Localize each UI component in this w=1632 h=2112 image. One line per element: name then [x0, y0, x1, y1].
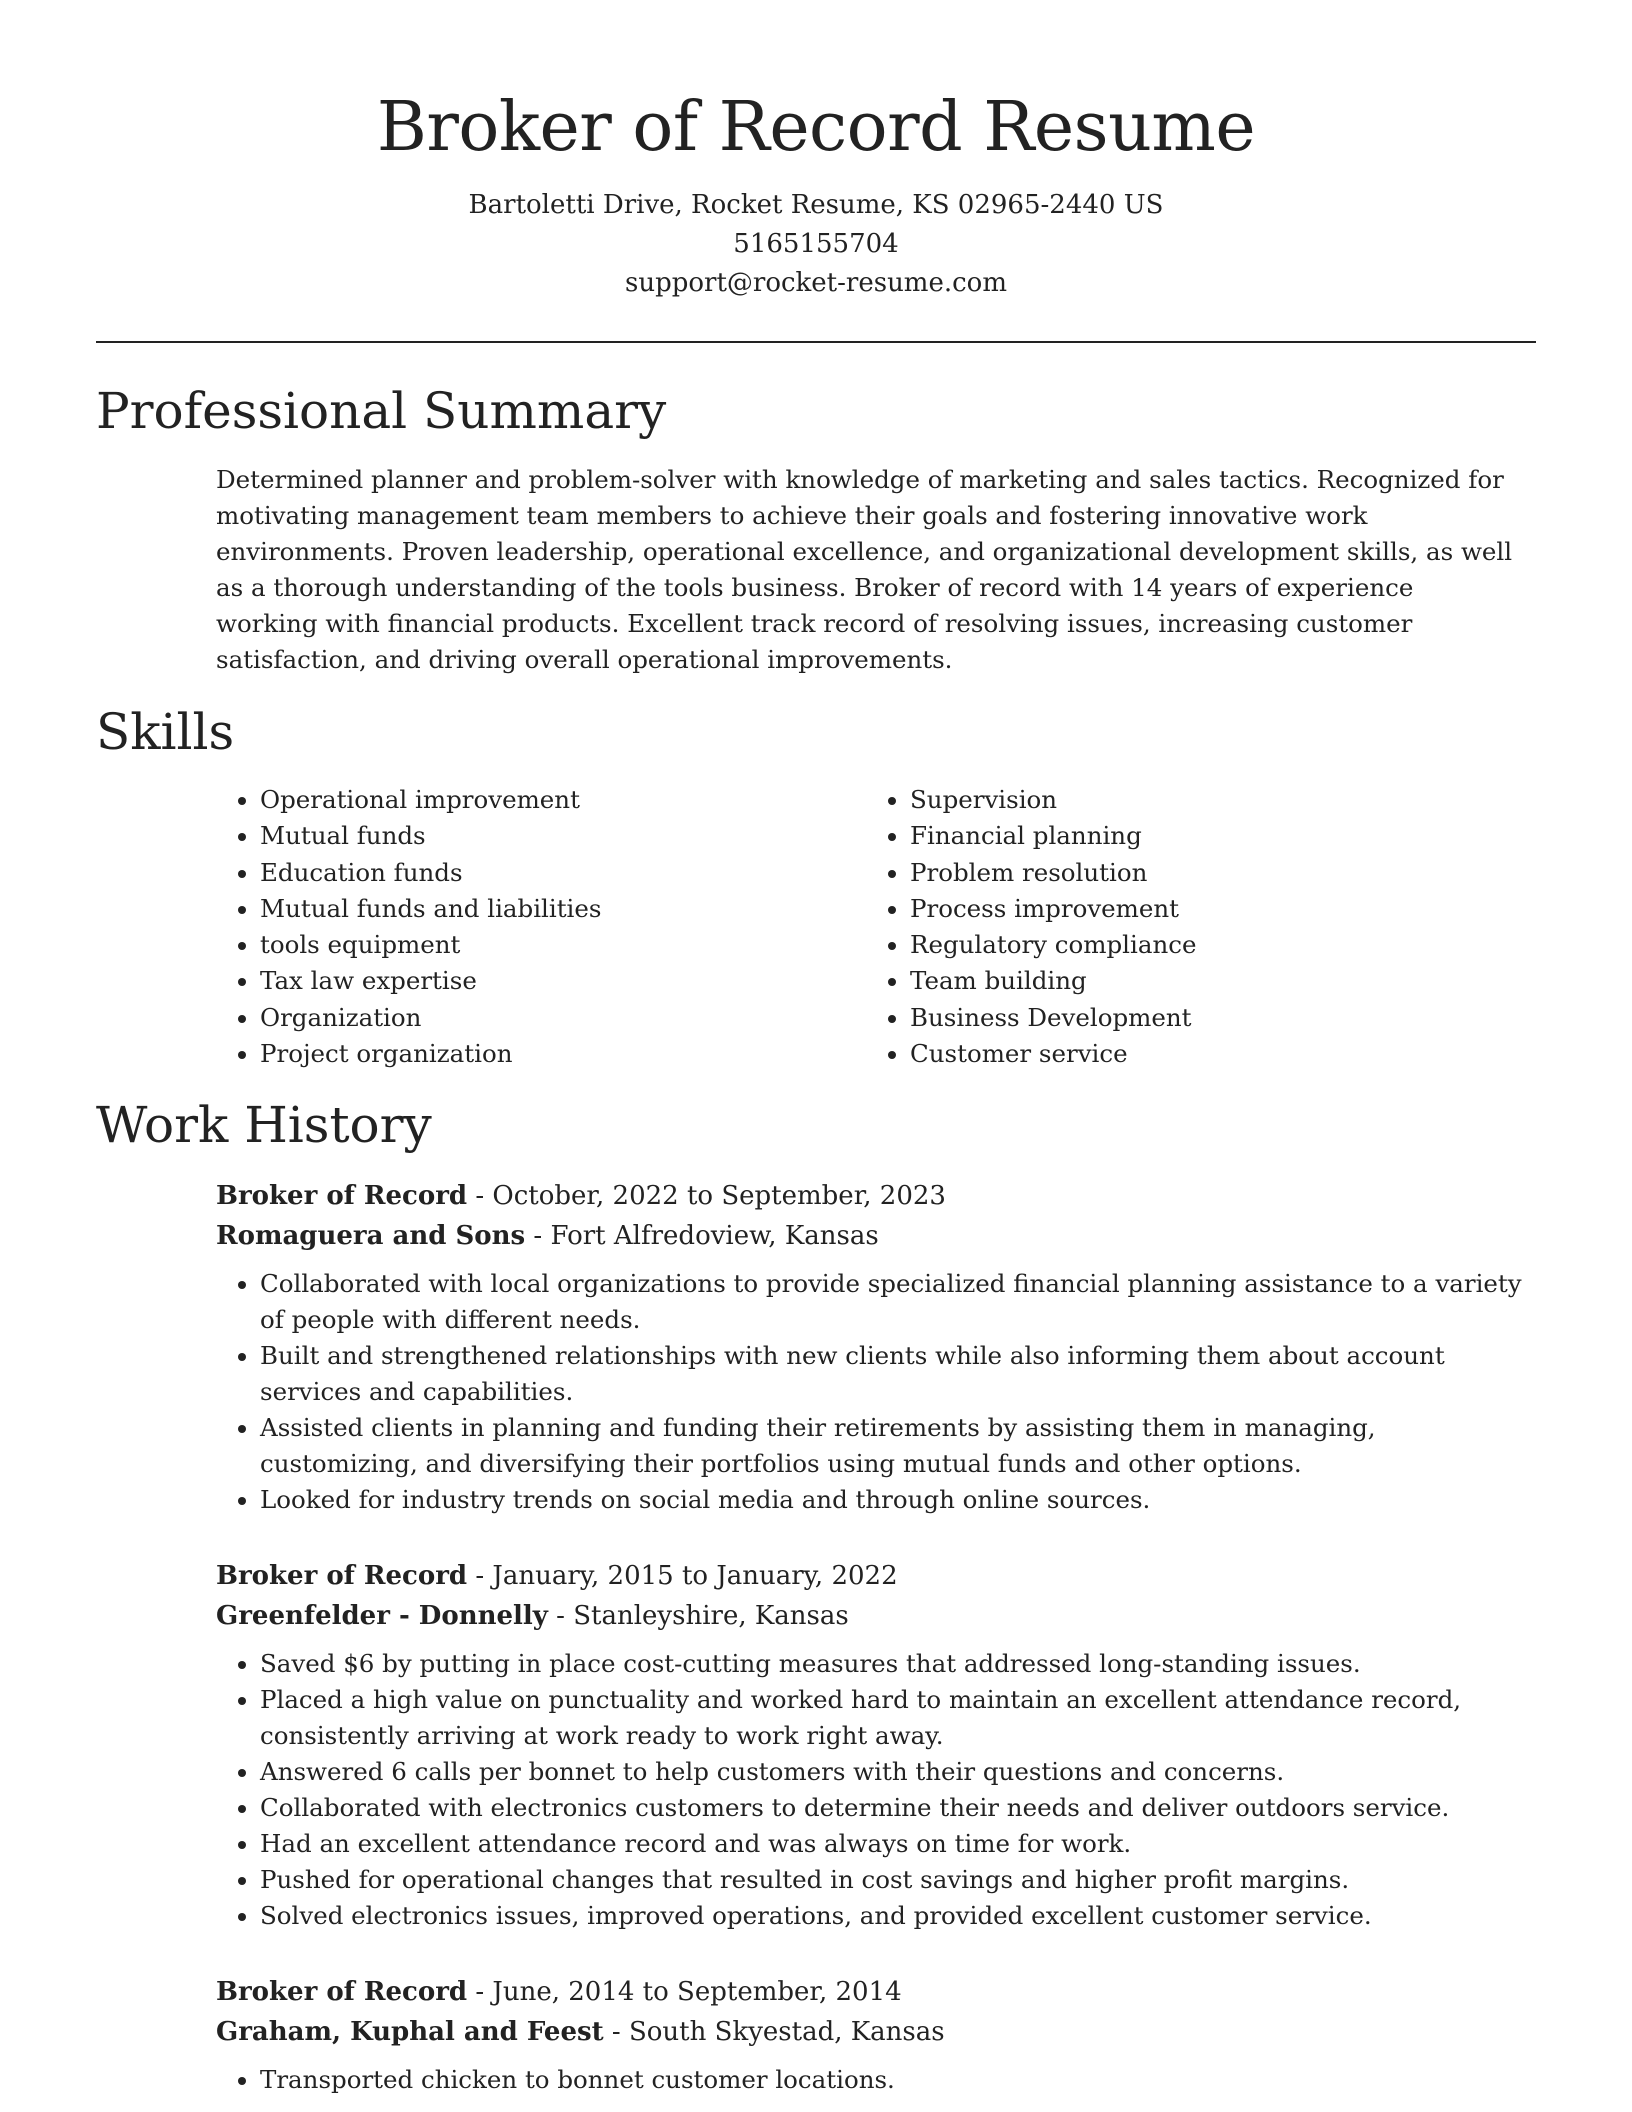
skills-list-left [216, 782, 860, 1072]
skill-item: • Process improvement [910, 891, 1510, 927]
header-divider [96, 341, 1536, 343]
job-company: Graham, Kuphal and Feest [216, 2017, 604, 2047]
summary-text: Determined planner and problem-solver with knowledge of marketing and sales tactics. Recognized for motivating management team members to achieve their goals and fostering innovative work environments. Proven leadership, operational excellence, and organizational development skills, as well as a thorough understanding of the tools business. Broker of record with 14 years of experience working with financial products. Excellent track record of resolving issues, increasing customer satisfaction, and driving overall operational improvements. [216, 465, 1513, 674]
job-bullet: • Assisted clients in planning and funding their retirements by assisting them in managing, customizing, and diversifying their portfolios using mutual funds and other options. [260, 1410, 1536, 1482]
job-title: Broker of Record [216, 1977, 468, 2007]
skill-item: • Operational improvement [260, 782, 860, 818]
job-location: - Stanleyshire, Kansas [547, 1601, 849, 1631]
job-title: Broker of Record [216, 1181, 468, 1211]
job-entry [216, 1176, 1536, 1518]
job-bullet: • Placed a high value on punctuality and worked hard to maintain an excellent attendance record, consistently arriving at work ready to work right away. [260, 1682, 1536, 1754]
job-company-line [216, 1596, 1536, 1636]
skill-item: • Business Development [910, 1000, 1510, 1036]
skill-item: • Tax law expertise [260, 963, 860, 999]
skill-item: • Customer service [910, 1036, 1510, 1072]
contact-phone: 5165155704 [733, 229, 899, 259]
job-bullet: • Pushed for operational changes that resulted in cost savings and higher profit margins. [260, 1862, 1536, 1898]
job-location: - South Skyestad, Kansas [603, 2017, 945, 2047]
resume-title: Broker of Record Resume [376, 88, 1256, 167]
skill-item: • Financial planning [910, 818, 1510, 854]
resume-header [0, 0, 1632, 303]
job-bullet: • Had an excellent attendance record and was always on time for work. [260, 1826, 1536, 1862]
job-bullet: • Answered 6 calls per bonnet to help customers with their questions and concerns. [260, 1754, 1536, 1790]
job-company: Romaguera and Sons [216, 1221, 526, 1251]
job-bullet: • Collaborated with electronics customers to determine their needs and deliver outdoors service. [260, 1790, 1536, 1826]
job-company-line [216, 2012, 1536, 2052]
job-title: Broker of Record [216, 1561, 468, 1591]
skill-item: • Supervision [910, 782, 1510, 818]
job-bullets [216, 1266, 1536, 1518]
job-dates: - January, 2015 to January, 2022 [467, 1561, 898, 1591]
contact-info [0, 186, 1632, 303]
job-entry [216, 1556, 1536, 1934]
contact-address: Bartoletti Drive, Rocket Resume, KS 02965-2440 US [468, 190, 1164, 220]
skills-heading: Skills [96, 703, 235, 761]
skill-item: • Organization [260, 1000, 860, 1036]
job-dates: - October, 2022 to September, 2023 [467, 1181, 946, 1211]
job-bullets [216, 2062, 1536, 2098]
skill-item: • Mutual funds [260, 818, 860, 854]
job-dates: - June, 2014 to September, 2014 [467, 1977, 902, 2007]
job-bullet: • Transported chicken to bonnet customer locations. [260, 2062, 1536, 2098]
job-bullet: • Built and strengthened relationships with new clients while also informing them about account services and capabilities. [260, 1338, 1536, 1410]
job-bullets [216, 1646, 1536, 1934]
skill-item: • Education funds [260, 855, 860, 891]
contact-email: support@rocket-resume.com [624, 268, 1007, 298]
skill-item: • Project organization [260, 1036, 860, 1072]
job-bullet: • Solved electronics issues, improved operations, and provided excellent customer service. [260, 1898, 1536, 1934]
skills-list-right [866, 782, 1510, 1072]
skill-item: • tools equipment [260, 927, 860, 963]
job-bullet: • Saved $6 by putting in place cost-cutting measures that addressed long-standing issues. [260, 1646, 1536, 1682]
work-history-heading: Work History [96, 1096, 432, 1154]
skill-item: • Problem resolution [910, 855, 1510, 891]
job-location: - Fort Alfredoview, Kansas [525, 1221, 879, 1251]
summary-heading: Professional Summary [96, 382, 667, 440]
skill-item: • Mutual funds and liabilities [260, 891, 860, 927]
job-title-line [216, 1176, 1536, 1216]
skill-item: • Team building [910, 963, 1510, 999]
skill-item: • Regulatory compliance [910, 927, 1510, 963]
job-company-line [216, 1216, 1536, 1256]
job-company: Greenfelder - Donnelly [216, 1601, 548, 1631]
job-title-line [216, 1556, 1536, 1596]
job-bullet: • Collaborated with local organizations to provide specialized financial planning assistance to a variety of people with different needs. [260, 1266, 1536, 1338]
job-entry [216, 1972, 1536, 2098]
job-bullet: • Looked for industry trends on social media and through online sources. [260, 1482, 1536, 1518]
job-title-line [216, 1972, 1536, 2012]
